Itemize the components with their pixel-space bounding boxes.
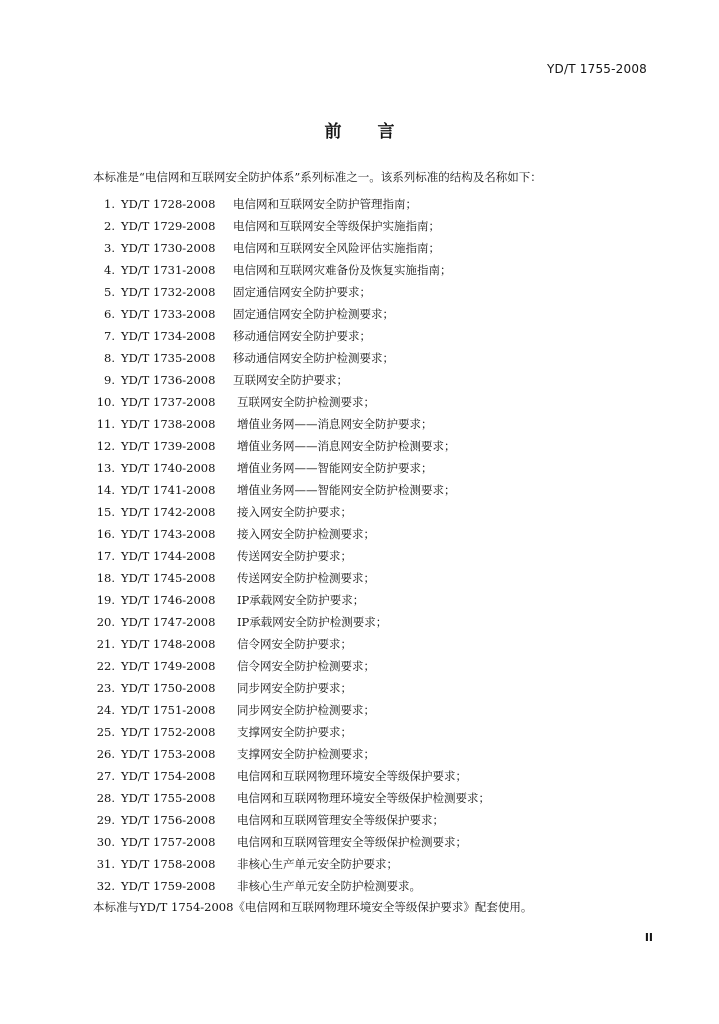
item-number: 14. xyxy=(96,483,115,497)
item-standard-code: YD/T 1757-2008 xyxy=(121,835,216,849)
item-standard-code: YD/T 1730-2008 xyxy=(121,241,216,255)
item-standard-code: YD/T 1728-2008 xyxy=(121,197,216,211)
list-item xyxy=(93,369,653,391)
list-item xyxy=(93,721,653,743)
list-item xyxy=(93,413,653,435)
item-number: 29. xyxy=(96,813,115,827)
item-number: 9. xyxy=(104,373,115,387)
item-standard-code: YD/T 1747-2008 xyxy=(121,615,216,629)
item-number: 10. xyxy=(96,395,115,409)
item-standard-name: 增值业务网——智能网安全防护要求； xyxy=(237,461,433,475)
intro-paragraph: 本标准是“电信网和互联网安全防护体系”系列标准之一。该系列标准的结构及名称如下： xyxy=(93,170,542,184)
list-item xyxy=(93,347,653,369)
item-standard-name: 信令网安全防护要求； xyxy=(237,637,352,651)
list-item xyxy=(93,699,653,721)
list-item xyxy=(93,435,653,457)
item-standard-name: 电信网和互联网安全等级保护实施指南； xyxy=(233,219,440,233)
item-number: 18. xyxy=(96,571,115,585)
item-standard-name: 移动通信网安全防护检测要求； xyxy=(233,351,394,365)
list-item xyxy=(93,655,653,677)
item-number: 22. xyxy=(96,659,115,673)
item-standard-code: YD/T 1731-2008 xyxy=(121,263,216,277)
item-standard-name: 电信网和互联网物理环境安全等级保护要求； xyxy=(237,769,467,783)
list-item xyxy=(93,787,653,809)
item-standard-name: 非核心生产单元安全防护要求； xyxy=(237,857,398,871)
item-number: 6. xyxy=(104,307,115,321)
item-standard-name: 接入网安全防护要求； xyxy=(237,505,352,519)
item-standard-name: 电信网和互联网安全风险评估实施指南； xyxy=(233,241,440,255)
item-number: 7. xyxy=(104,329,115,343)
list-item xyxy=(93,325,653,347)
item-number: 13. xyxy=(96,461,115,475)
item-standard-code: YD/T 1753-2008 xyxy=(121,747,216,761)
item-standard-name: 传送网安全防护要求； xyxy=(237,549,352,563)
item-standard-name: 增值业务网——智能网安全防护检测要求； xyxy=(237,483,456,497)
item-standard-code: YD/T 1744-2008 xyxy=(121,549,216,563)
list-item xyxy=(93,391,653,413)
item-standard-code: YD/T 1740-2008 xyxy=(121,461,216,475)
list-item xyxy=(93,457,653,479)
item-standard-code: YD/T 1736-2008 xyxy=(121,373,216,387)
item-standard-code: YD/T 1734-2008 xyxy=(121,329,216,343)
item-standard-code: YD/T 1739-2008 xyxy=(121,439,216,453)
item-standard-code: YD/T 1729-2008 xyxy=(121,219,216,233)
item-number: 1. xyxy=(104,197,115,211)
item-standard-name: IP承载网安全防护检测要求； xyxy=(237,615,388,629)
list-item xyxy=(93,281,653,303)
item-standard-code: YD/T 1733-2008 xyxy=(121,307,216,321)
list-item xyxy=(93,545,653,567)
item-number: 4. xyxy=(104,263,115,277)
item-number: 3. xyxy=(104,241,115,255)
item-standard-name: 接入网安全防护检测要求； xyxy=(237,527,375,541)
item-standard-code: YD/T 1750-2008 xyxy=(121,681,216,695)
item-standard-name: 支撑网安全防护检测要求； xyxy=(237,747,375,761)
item-standard-name: 同步网安全防护要求； xyxy=(237,681,352,695)
item-number: 21. xyxy=(96,637,115,651)
list-item xyxy=(93,501,653,523)
item-standard-name: 增值业务网——消息网安全防护检测要求； xyxy=(237,439,456,453)
item-number: 26. xyxy=(96,747,115,761)
item-standard-name: IP承载网安全防护要求； xyxy=(237,593,365,607)
standards-list xyxy=(93,193,653,897)
list-item xyxy=(93,479,653,501)
list-item xyxy=(93,677,653,699)
list-item xyxy=(93,853,653,875)
item-number: 5. xyxy=(104,285,115,299)
item-number: 30. xyxy=(96,835,115,849)
list-item xyxy=(93,215,653,237)
item-standard-name: 电信网和互联网物理环境安全等级保护检测要求； xyxy=(237,791,490,805)
list-item xyxy=(93,765,653,787)
list-item xyxy=(93,193,653,215)
item-number: 11. xyxy=(96,417,115,431)
list-item xyxy=(93,237,653,259)
item-standard-code: YD/T 1756-2008 xyxy=(121,813,216,827)
item-standard-name: 支撑网安全防护要求； xyxy=(237,725,352,739)
item-standard-code: YD/T 1751-2008 xyxy=(121,703,216,717)
item-standard-code: YD/T 1742-2008 xyxy=(121,505,216,519)
item-number: 31. xyxy=(96,857,115,871)
item-standard-name: 电信网和互联网管理安全等级保护检测要求； xyxy=(237,835,467,849)
item-standard-code: YD/T 1755-2008 xyxy=(121,791,216,805)
item-standard-name: 互联网安全防护检测要求； xyxy=(237,395,375,409)
list-item xyxy=(93,633,653,655)
list-item xyxy=(93,611,653,633)
item-standard-name: 非核心生产单元安全防护检测要求。 xyxy=(237,879,421,893)
item-number: 2. xyxy=(104,219,115,233)
item-standard-code: YD/T 1738-2008 xyxy=(121,417,216,431)
item-standard-name: 信令网安全防护检测要求； xyxy=(237,659,375,673)
item-number: 16. xyxy=(96,527,115,541)
item-standard-code: YD/T 1746-2008 xyxy=(121,593,216,607)
page-number: II xyxy=(644,931,653,944)
list-item xyxy=(93,875,653,897)
standard-code: YD/T 1755-2008 xyxy=(547,62,647,76)
item-standard-code: YD/T 1745-2008 xyxy=(121,571,216,585)
item-number: 24. xyxy=(96,703,115,717)
item-standard-name: 互联网安全防护要求； xyxy=(233,373,348,387)
item-standard-code: YD/T 1758-2008 xyxy=(121,857,216,871)
item-standard-code: YD/T 1743-2008 xyxy=(121,527,216,541)
list-item xyxy=(93,567,653,589)
item-standard-name: 固定通信网安全防护检测要求； xyxy=(233,307,394,321)
item-standard-code: YD/T 1759-2008 xyxy=(121,879,216,893)
item-number: 20. xyxy=(96,615,115,629)
item-number: 32. xyxy=(96,879,115,893)
item-standard-code: YD/T 1754-2008 xyxy=(121,769,216,783)
list-item xyxy=(93,831,653,853)
item-standard-code: YD/T 1735-2008 xyxy=(121,351,216,365)
item-standard-code: YD/T 1749-2008 xyxy=(121,659,216,673)
list-item xyxy=(93,259,653,281)
item-number: 19. xyxy=(96,593,115,607)
item-standard-code: YD/T 1752-2008 xyxy=(121,725,216,739)
item-standard-code: YD/T 1732-2008 xyxy=(121,285,216,299)
item-standard-name: 固定通信网安全防护要求； xyxy=(233,285,371,299)
footer-paragraph: 本标准与YD/T 1754-2008《电信网和互联网物理环境安全等级保护要求》配套使用。 xyxy=(93,900,533,914)
item-number: 23. xyxy=(96,681,115,695)
list-item xyxy=(93,589,653,611)
list-item xyxy=(93,743,653,765)
item-number: 28. xyxy=(96,791,115,805)
list-item xyxy=(93,303,653,325)
item-number: 8. xyxy=(104,351,115,365)
item-standard-code: YD/T 1748-2008 xyxy=(121,637,216,651)
list-item xyxy=(93,809,653,831)
page-title: 前言 xyxy=(324,122,431,142)
item-standard-name: 移动通信网安全防护要求； xyxy=(233,329,371,343)
item-standard-name: 电信网和互联网安全防护管理指南； xyxy=(233,197,417,211)
item-number: 15. xyxy=(96,505,115,519)
item-number: 17. xyxy=(96,549,115,563)
item-number: 27. xyxy=(96,769,115,783)
item-standard-name: 电信网和互联网管理安全等级保护要求； xyxy=(237,813,444,827)
item-standard-name: 传送网安全防护检测要求； xyxy=(237,571,375,585)
item-standard-name: 电信网和互联网灾难备份及恢复实施指南； xyxy=(233,263,452,277)
list-item xyxy=(93,523,653,545)
item-standard-name: 同步网安全防护检测要求； xyxy=(237,703,375,717)
item-number: 25. xyxy=(96,725,115,739)
item-standard-code: YD/T 1741-2008 xyxy=(121,483,216,497)
item-standard-name: 增值业务网——消息网安全防护要求； xyxy=(237,417,433,431)
item-number: 12. xyxy=(96,439,115,453)
item-standard-code: YD/T 1737-2008 xyxy=(121,395,216,409)
